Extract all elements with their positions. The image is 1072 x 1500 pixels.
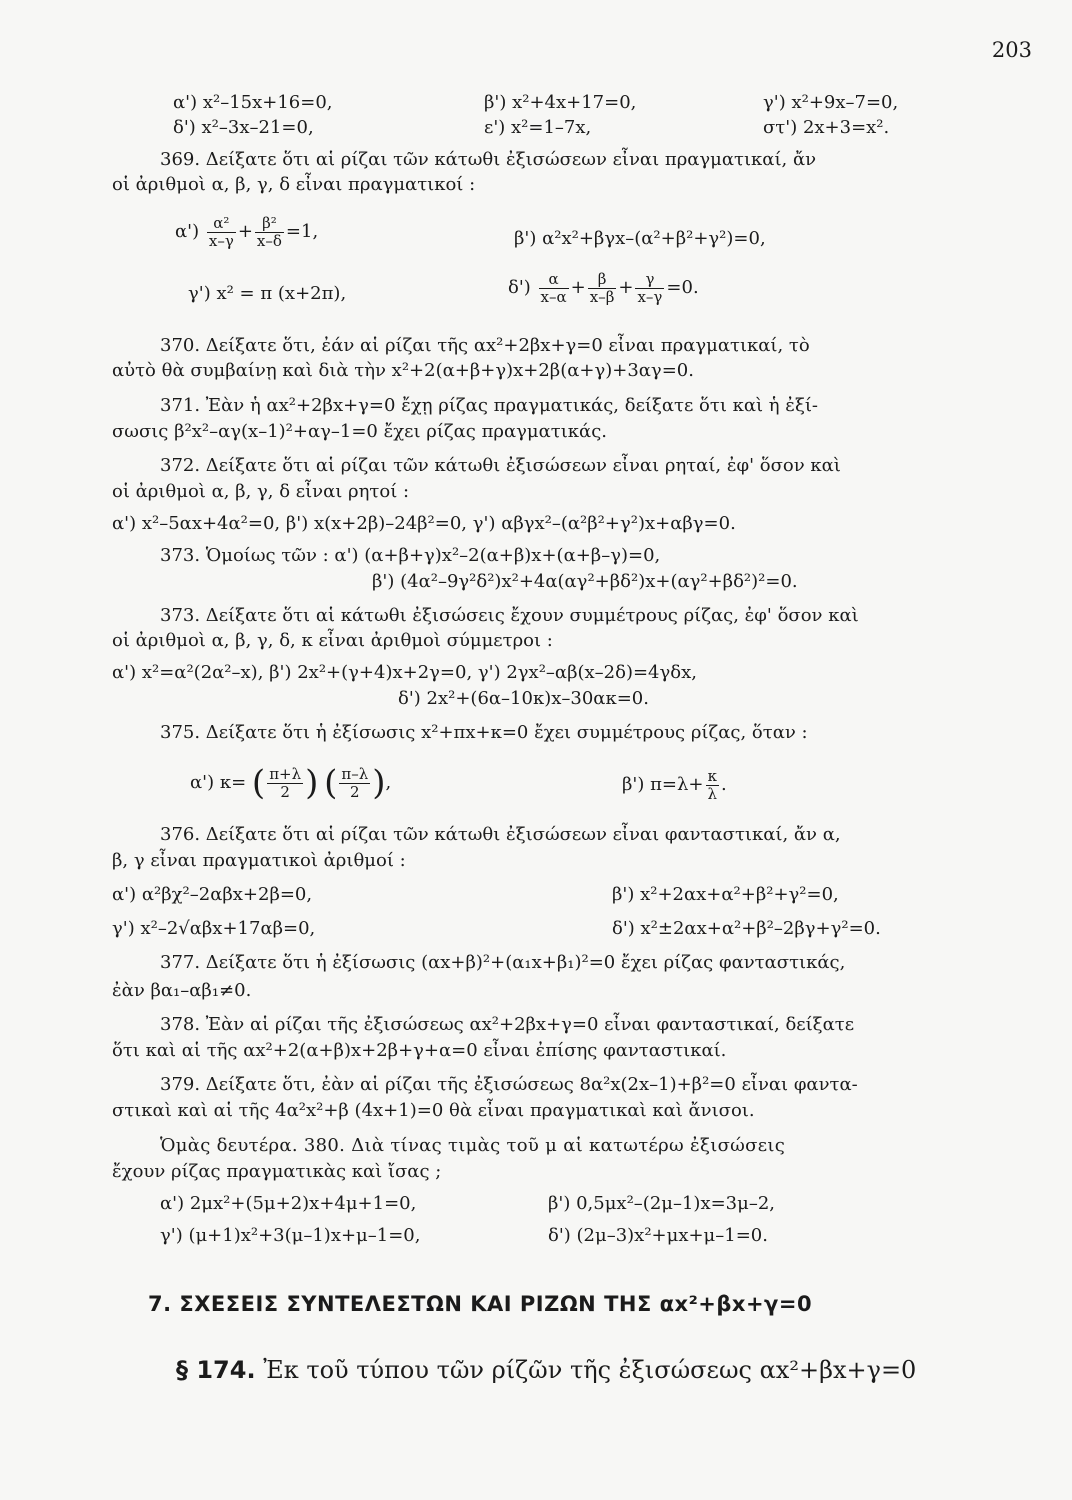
exercise-line: στ') 2x+3=x². xyxy=(763,117,890,138)
exercise-line: 375. Δείξατε ὅτι ἡ ἐξίσωσις x²+πx+κ=0 ἔχει συμμέτρους ρίζας, ὅταν : xyxy=(160,722,808,743)
denominator: x–γ xyxy=(208,231,234,250)
numerator: γ xyxy=(645,269,655,288)
denominator: x–α xyxy=(540,287,567,306)
formula-label: δ') xyxy=(508,277,531,298)
fraction xyxy=(706,768,720,803)
formula-375a: α') κ= ( $\frac{\pi+\lambda}{2}$ ) ( $\frac{\pi-\lambda}{2}$ ), xyxy=(190,763,392,803)
fraction xyxy=(339,766,370,801)
formula-369d: δ') $\frac{\alpha}{x-\alpha}$ + $\frac{\beta}{x-\beta}$ + $\frac{\gamma}{x-\gamma}$ =0. xyxy=(508,269,699,306)
formula-label: α') xyxy=(175,221,200,242)
denominator: 2 xyxy=(339,783,370,801)
paragraph-174 xyxy=(176,1356,916,1384)
section-heading: 7. ΣΧΕΣΕΙΣ ΣΥΝΤΕΛΕΣΤΩΝ ΚΑΙ ΡΙΖΩΝ ΤΗΣ αx²+βx+γ=0 xyxy=(148,1292,813,1316)
numerator: β xyxy=(597,269,607,288)
exercise-line: 379. Δείξατε ὅτι, ἐὰν αἱ ρίζαι τῆς ἐξισώσεως 8α²x(2x–1)+β²=0 εἶναι φαντα- xyxy=(160,1074,858,1095)
exercise-line: οἱ ἀριθμοὶ α, β, γ, δ, κ εἶναι ἀριθμοὶ σύμμετροι : xyxy=(112,630,553,651)
paren-right: ) xyxy=(372,763,386,803)
fraction xyxy=(539,271,569,306)
exercise-line: 373. Δείξατε ὅτι αἱ κάτωθι ἐξισώσεις ἔχουν συμμέτρους ρίζας, ἐφ' ὅσον καὶ xyxy=(160,605,859,626)
formula-369a: α') $\frac{\text{α²}}{x-\gamma}$ + $\frac{\text{β²}}{x-\delta}$ =1, xyxy=(175,213,319,250)
numerator: κ xyxy=(707,766,717,785)
numerator: α xyxy=(548,269,559,288)
paren-left: ( xyxy=(251,763,266,803)
exercise-line: γ') (μ+1)x²+3(μ–1)x+μ–1=0, xyxy=(160,1225,421,1246)
formula-375b: β') π=λ+ $\frac{\kappa}{\lambda}$ . xyxy=(622,766,727,803)
numerator: π+λ xyxy=(269,764,302,783)
paragraph-text: Ἐκ τοῦ τύπου τῶν ρίζῶν τῆς ἐξισώσεως αx²+βx+γ=0 xyxy=(263,1356,917,1384)
exercise-line: β') x²+2αx+α²+β²+γ²=0, xyxy=(612,884,839,905)
exercise-line: δ') 2x²+(6α–10κ)x–30ακ=0. xyxy=(398,688,649,709)
denominator: x–β xyxy=(589,287,615,306)
exercise-line: α') x²–15x+16=0, xyxy=(173,92,333,113)
exercise-line: γ') x²–2√αβx+17αβ=0, xyxy=(112,918,316,939)
exercise-line: 371. Ἐὰν ἡ αx²+2βx+γ=0 ἔχῃ ρίζας πραγματικάς, δείξατε ὅτι καὶ ἡ ἐξί- xyxy=(160,395,819,416)
exercise-line: δ') x²±2αx+α²+β²–2βγ+γ²=0. xyxy=(612,918,881,939)
exercise-line: στικαὶ καὶ αἱ τῆς 4α²x²+β (4x+1)=0 θὰ εἶναι πραγματικαὶ καὶ ἄνισοι. xyxy=(112,1100,755,1121)
exercise-line: β') (4α²–9γ²δ²)x²+4α(αγ²+βδ²)x+(αγ²+βδ²)²=0. xyxy=(372,571,798,592)
exercise-line: δ') x²–3x–21=0, xyxy=(173,117,314,138)
exercise-line: α') x²–5αx+4α²=0, β') x(x+2β)–24β²=0, γ') αβγx²–(α²β²+γ²)x+αβγ=0. xyxy=(112,513,736,534)
fraction xyxy=(255,215,284,250)
exercise-line: 378. Ἐὰν αἱ ρίζαι τῆς ἐξισώσεως αx²+2βx+γ=0 εἶναι φανταστικαί, δείξατε xyxy=(160,1014,855,1035)
denominator: x–γ xyxy=(637,287,663,306)
exercise-line: οἱ ἀριθμοὶ α, β, γ, δ εἶναι πραγματικοί : xyxy=(112,174,476,195)
exercise-line: 376. Δείξατε ὅτι αἱ ρίζαι τῶν κάτωθι ἐξισώσεων εἶναι φανταστικαί, ἄν α, xyxy=(160,824,841,845)
exercise-line: 372. Δείξατε ὅτι αἱ ρίζαι τῶν κάτωθι ἐξισώσεων εἶναι ρηταί, ἐφ' ὅσον καὶ xyxy=(160,455,841,476)
exercise-line: 369. Δείξατε ὅτι αἱ ρίζαι τῶν κάτωθι ἐξισώσεων εἶναι πραγματικαί, ἄν xyxy=(160,149,817,170)
exercise-line: β') 0,5μx²–(2μ–1)x=3μ–2, xyxy=(548,1193,775,1214)
denominator: x–δ xyxy=(256,231,282,250)
paren-right: ) xyxy=(305,763,319,803)
exercise-line: 373. Ὁμοίως τῶν : α') (α+β+γ)x²–2(α+β)x+(α+β–γ)=0, xyxy=(160,545,661,566)
exercise-line: δ') (2μ–3)x²+μx+μ–1=0. xyxy=(548,1225,768,1246)
exercise-line: σωσις β²x²–αγ(x–1)²+αγ–1=0 ἔχει ρίζας πραγματικάς. xyxy=(112,421,608,442)
exercise-line: γ') x² = π (x+2π), xyxy=(188,283,347,304)
fraction xyxy=(207,215,236,250)
numerator: β² xyxy=(262,213,277,232)
formula-label: β') π=λ+ xyxy=(622,774,704,795)
exercise-line: 370. Δείξατε ὅτι, ἐάν αἱ ρίζαι τῆς αx²+2βx+γ=0 εἶναι πραγματικαί, τὸ xyxy=(160,335,810,356)
exercise-line: ε') x²=1–7x, xyxy=(484,117,592,138)
formula-label: α') κ= xyxy=(190,772,247,793)
exercise-line: β, γ εἶναι πραγματικοὶ ἀριθμοί : xyxy=(112,850,406,871)
fraction xyxy=(635,271,664,306)
exercise-line: γ') x²+9x–7=0, xyxy=(763,92,899,113)
paren-left: ( xyxy=(324,763,338,803)
formula-rest: =0. xyxy=(666,277,699,298)
numerator: α² xyxy=(213,213,230,232)
fraction xyxy=(588,271,617,306)
denominator: 2 xyxy=(267,783,303,801)
exercise-line: β') α²x²+βγx–(α²+β²+γ²)=0, xyxy=(514,228,766,249)
numerator: π–λ xyxy=(341,764,369,783)
exercise-line: οἱ ἀριθμοὶ α, β, γ, δ εἶναι ρητοί : xyxy=(112,481,410,502)
denominator: λ xyxy=(707,784,718,803)
exercise-line: ἐὰν βα₁–αβ₁≠0. xyxy=(112,980,252,1001)
formula-rest: =1, xyxy=(285,221,319,242)
exercise-line: α') α²βχ²–2αβx+2β=0, xyxy=(112,884,313,905)
exercise-line: β') x²+4x+17=0, xyxy=(484,92,637,113)
exercise-line: α') x²=α²(2α²–x), β') 2x²+(γ+4)x+2γ=0, γ') 2γx²–αβ(x–2δ)=4γδx, xyxy=(112,662,697,683)
exercise-line: Ὁμὰς δευτέρα. 380. Διὰ τίνας τιμὰς τοῦ μ αἱ κατωτέρω ἐξισώσεις xyxy=(160,1135,786,1156)
exercise-line: α') 2μx²+(5μ+2)x+4μ+1=0, xyxy=(160,1193,417,1214)
paragraph-label: § 174. xyxy=(176,1356,256,1384)
page-number: 203 xyxy=(991,38,1032,62)
exercise-line: αὐτὸ θὰ συμβαίνῃ καὶ διὰ τὴν x²+2(α+β+γ)x+2β(α+γ)+3αγ=0. xyxy=(112,360,694,381)
fraction xyxy=(267,766,303,801)
exercise-line: 377. Δείξατε ὅτι ἡ ἐξίσωσις (αx+β)²+(α₁x+β₁)²=0 ἔχει ρίζας φανταστικάς, xyxy=(160,952,846,973)
exercise-line: ἔχουν ρίζας πραγματικὰς καὶ ἴσας ; xyxy=(112,1161,442,1182)
exercise-line: ὅτι καὶ αἱ τῆς αx²+2(α+β)x+2β+γ+α=0 εἶναι ἐπίσης φανταστικαί. xyxy=(112,1040,727,1061)
